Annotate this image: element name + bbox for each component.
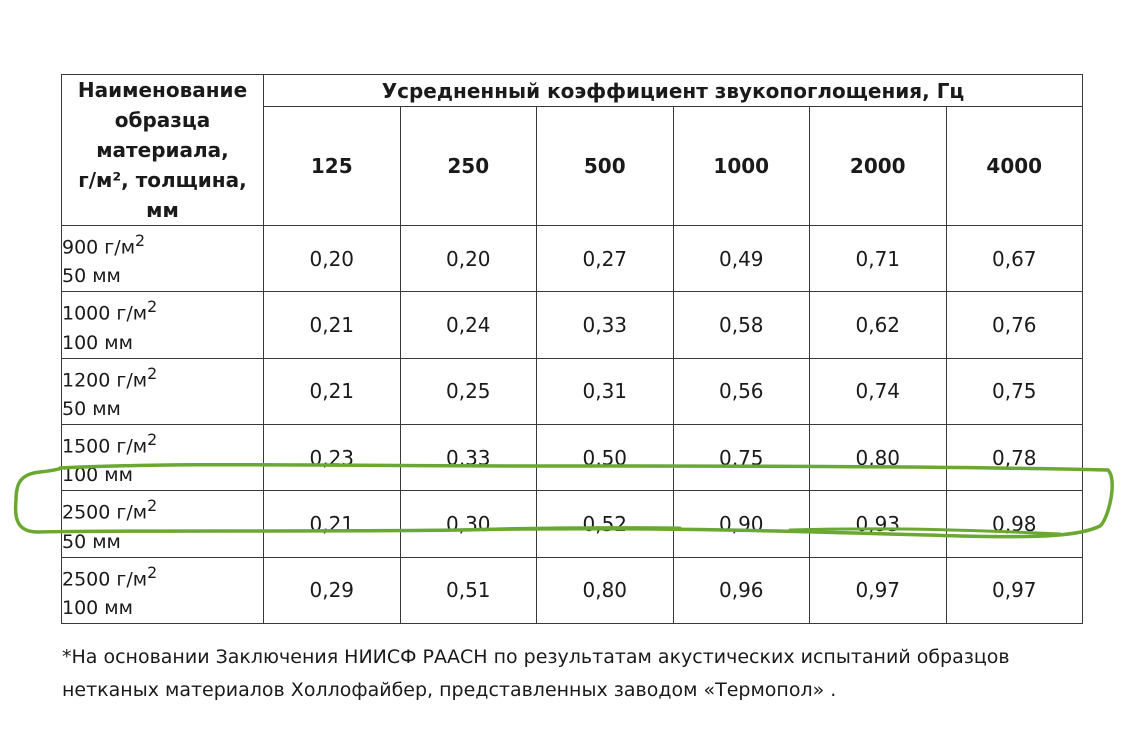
value-cell: 0,51 (400, 557, 537, 623)
footnote (62, 641, 1102, 707)
density-text: 1000 г/м (62, 302, 148, 325)
value-cell: 0,33 (400, 424, 537, 490)
sample-cell (62, 292, 264, 358)
value-cell: 0,25 (400, 358, 537, 424)
value-cell: 0,90 (673, 491, 810, 557)
value-cell: 0,75 (946, 358, 1083, 424)
value-cell: 0,97 (810, 557, 947, 623)
value-cell: 0,24 (400, 292, 537, 358)
value-cell: 0,50 (537, 424, 674, 490)
table-row-highlighted (62, 491, 1083, 557)
table-row (62, 358, 1083, 424)
density-text: 900 г/м (62, 236, 136, 259)
density-text: 2500 г/м (62, 501, 148, 524)
table-row (62, 557, 1083, 623)
sample-cell (62, 358, 264, 424)
value-cell: 0,33 (537, 292, 674, 358)
value-cell: 0,78 (946, 424, 1083, 490)
value-cell: 0,20 (264, 226, 401, 292)
sample-name-header-line: мм (146, 198, 179, 222)
sample-name-header-line: образца (114, 108, 211, 132)
value-cell: 0,58 (673, 292, 810, 358)
footnote-line: *На основании Заключения НИИСФ РААСН по результатам акустических испытаний образцов (62, 646, 1010, 668)
value-cell: 0,98 (946, 491, 1083, 557)
density-text: 1500 г/м (62, 435, 148, 458)
sample-density (62, 425, 263, 461)
sample-thickness: 50 мм (62, 530, 121, 553)
sample-name-header-line: г/м², (78, 168, 129, 192)
sample-thickness: 100 мм (62, 464, 133, 487)
footnote-line: нетканых материалов Холлофайбер, представленных заводом «Термопол» . (62, 679, 837, 701)
density-superscript: 2 (147, 496, 158, 516)
sample-cell (62, 491, 264, 557)
value-cell: 0,62 (810, 292, 947, 358)
header-row-group (62, 75, 1083, 107)
sample-thickness: 50 мм (62, 397, 121, 420)
frequency-header: 4000 (946, 107, 1083, 226)
density-superscript: 2 (147, 363, 158, 383)
density-superscript: 2 (135, 231, 146, 250)
sample-density (62, 491, 263, 527)
density-text: 2500 г/м (62, 567, 148, 590)
value-cell: 0,23 (264, 424, 401, 490)
value-cell: 0,21 (264, 358, 401, 424)
value-cell: 0,29 (264, 557, 401, 623)
sample-name-header-line: материала, (96, 138, 229, 162)
value-cell: 0,80 (810, 424, 947, 490)
value-cell: 0,21 (264, 292, 401, 358)
value-cell: 0,80 (537, 557, 674, 623)
value-cell: 0,74 (810, 358, 947, 424)
value-cell: 0,31 (537, 358, 674, 424)
absorption-coefficient-header: Усредненный коэффициент звукопоглощения, Гц (264, 75, 1083, 107)
value-cell: 0,52 (537, 491, 674, 557)
value-cell: 0,97 (946, 557, 1083, 623)
value-cell: 0,30 (400, 491, 537, 557)
value-cell: 0,71 (810, 226, 947, 292)
value-cell: 0,67 (946, 226, 1083, 292)
frequency-header: 125 (264, 107, 401, 226)
sample-density (62, 558, 263, 594)
table-row (62, 292, 1083, 358)
density-superscript: 2 (147, 562, 158, 582)
value-cell: 0,93 (810, 491, 947, 557)
sample-density (62, 359, 263, 395)
value-cell: 0,75 (673, 424, 810, 490)
sample-cell (62, 226, 264, 292)
absorption-table (61, 74, 1083, 624)
density-superscript: 2 (147, 429, 158, 449)
frequency-header: 2000 (810, 107, 947, 226)
sample-cell (62, 557, 264, 623)
value-cell: 0,56 (673, 358, 810, 424)
sample-name-header (62, 75, 264, 226)
sample-density (62, 226, 263, 262)
table-row (62, 226, 1083, 292)
value-cell: 0,20 (400, 226, 537, 292)
density-text: 1200 г/м (62, 368, 148, 391)
sample-cell (62, 424, 264, 490)
sample-thickness: 50 мм (62, 265, 121, 288)
sample-density (62, 292, 263, 328)
sample-name-header-line: Наименование (77, 78, 248, 102)
value-cell: 0,76 (946, 292, 1083, 358)
value-cell: 0,27 (537, 226, 674, 292)
sample-thickness: 100 мм (62, 596, 133, 619)
density-superscript: 2 (147, 297, 158, 317)
sample-thickness: 100 мм (62, 331, 133, 354)
frequency-header: 1000 (673, 107, 810, 226)
frequency-header: 500 (537, 107, 674, 226)
sample-name-header-line: толщина, (135, 168, 247, 192)
value-cell: 0,49 (673, 226, 810, 292)
value-cell: 0,21 (264, 491, 401, 557)
value-cell: 0,96 (673, 557, 810, 623)
table-row (62, 424, 1083, 490)
frequency-header: 250 (400, 107, 537, 226)
